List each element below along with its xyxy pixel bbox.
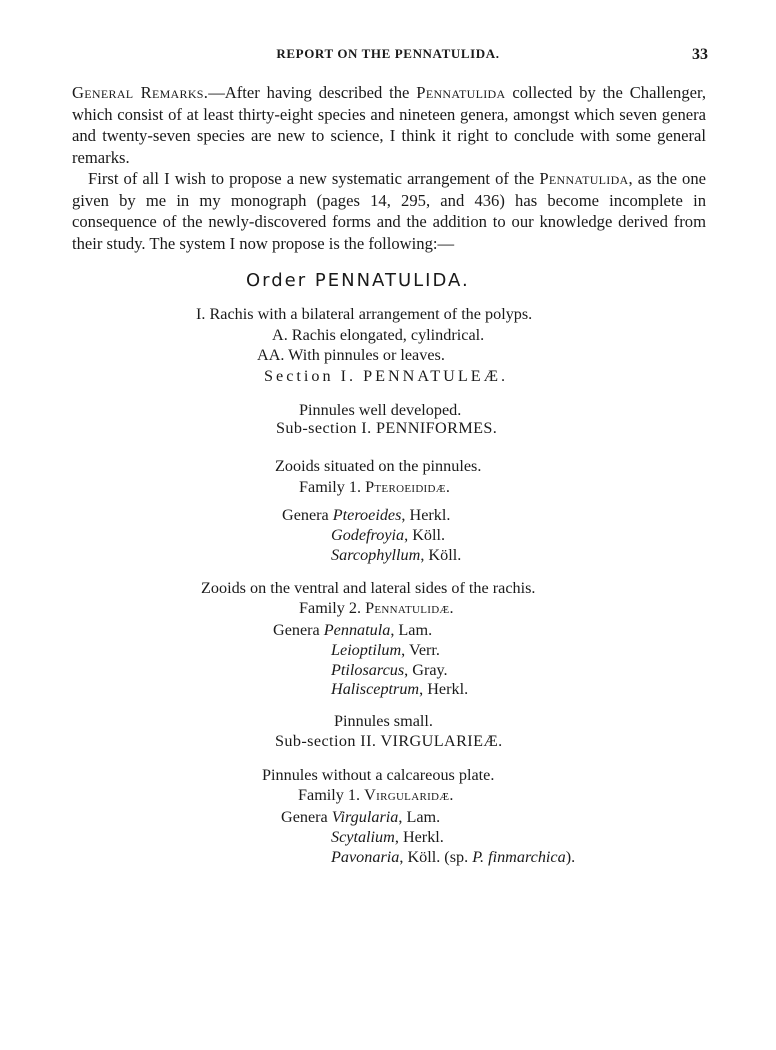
genus-entry: Genera Virgularia, Lam.	[281, 808, 441, 826]
family-pennatulidae: Family 2. Pennatulidæ.	[299, 599, 454, 617]
genus-entry: Sarcophyllum, Köll.	[331, 546, 462, 564]
genus-entry: Ptilosarcus, Gray.	[331, 661, 448, 679]
running-title: REPORT ON THE PENNATULIDA.	[276, 46, 500, 61]
genus-entry: Scytalium, Herkl.	[331, 828, 444, 846]
general-remarks-section	[72, 82, 706, 254]
subsection-2-heading: Sub-section II. VIRGULARIEÆ.	[275, 732, 503, 750]
zooids-on-pinnules: Zooids situated on the pinnules.	[275, 457, 482, 475]
section-lead: General Remarks.	[72, 83, 209, 102]
family-virgularidae: Family 1. Virgularidæ.	[298, 786, 454, 804]
genus-entry: Pavonaria, Köll. (sp. P. finmarchica).	[331, 848, 576, 866]
subsection-1-heading: Sub-section I. PENNIFORMES.	[276, 419, 498, 437]
with-pinnules: AA. With pinnules or leaves.	[257, 346, 445, 364]
genus-entry: Halisceptrum, Herkl.	[331, 680, 469, 698]
rachis-bilateral: I. Rachis with a bilateral arrangement of the polyps.	[196, 305, 533, 323]
paragraph-1: General Remarks.—After having described the Pennatulida collected by the Challenger, which consist of at least thirty-eight species and nineteen genera, amongst which seven genera and twenty-seven species are new to science, I think it right to conclude with some general remarks.	[72, 83, 706, 167]
pinnules-small: Pinnules small.	[334, 712, 433, 730]
family-pteroeididae: Family 1. Pteroeididæ.	[299, 478, 451, 496]
rachis-elongated: A. Rachis elongated, cylindrical.	[272, 326, 485, 344]
genus-entry: Godefroyia, Köll.	[331, 526, 446, 544]
pinnules-without-plate: Pinnules without a calcareous plate.	[262, 766, 495, 784]
zooids-ventral: Zooids on the ventral and lateral sides of the rachis.	[201, 579, 536, 597]
section-1-heading: Section I. PENNATULEÆ.	[264, 367, 509, 385]
genus-entry: Genera Pteroeides, Herkl.	[282, 506, 451, 524]
page-number: 33	[692, 46, 708, 63]
order-title: Order PENNATULIDA.	[246, 270, 470, 291]
paragraph-2: First of all I wish to propose a new systematic arrangement of the Pennatulida, as the one given by me in my monograph (pages 14, 295, and 436) has become incomplete in consequence of the newly-discovered forms and the addition to our knowledge derived from their study. The system I now propose is the following:—	[72, 169, 706, 253]
genus-entry: Leioptilum, Verr.	[331, 641, 440, 659]
pinnules-developed: Pinnules well developed.	[299, 401, 462, 419]
species-name: P. finmarchica	[472, 848, 566, 866]
genus-entry: Genera Pennatula, Lam.	[273, 621, 433, 639]
